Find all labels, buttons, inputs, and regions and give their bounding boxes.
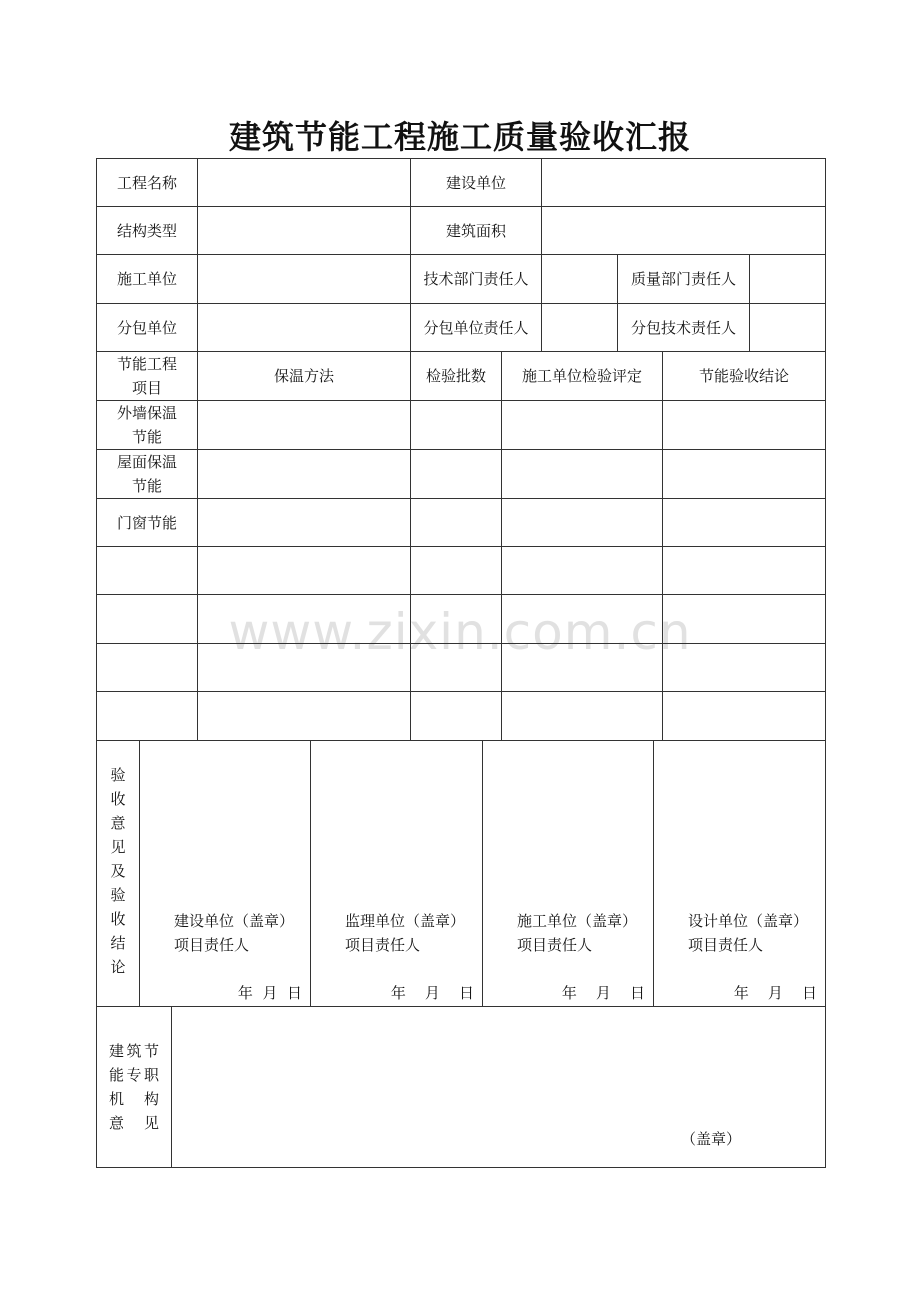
item-label-cell[interactable] — [96, 546, 198, 595]
batches-cell[interactable] — [410, 643, 502, 692]
column-header-item: 节能工程 项目 — [96, 351, 198, 401]
conclusion-cell[interactable] — [662, 594, 826, 644]
contractor-eval-cell[interactable] — [501, 691, 663, 741]
label-subcontractor-tech-head: 分包技术责任人 — [617, 303, 750, 352]
seal-label: （盖章） — [680, 1130, 741, 1148]
tech-dept-head-field[interactable] — [541, 254, 618, 304]
label-subcontractor-head: 分包单位责任人 — [410, 303, 542, 352]
project-name-field[interactable] — [197, 158, 411, 207]
label-project-name: 工程名称 — [96, 158, 198, 207]
batches-cell[interactable] — [410, 691, 502, 741]
watermark: www.zixin.com.cn — [228, 603, 692, 661]
conclusion-cell[interactable] — [662, 449, 826, 499]
label-builder: 建设单位 — [410, 158, 542, 207]
item-label: 外墙保温 节能 — [96, 400, 198, 450]
batches-cell[interactable] — [410, 546, 502, 595]
structure-type-field[interactable] — [197, 206, 411, 255]
subcontractor-head-field[interactable] — [541, 303, 618, 352]
acceptance-label: 验 收 意 见 及 验 收 结 论 — [96, 740, 140, 1007]
batches-cell[interactable] — [410, 498, 502, 547]
agency-opinion-label: 建筑节 能专职 机 构 意 见 — [96, 1006, 172, 1168]
item-label: 门窗节能 — [96, 498, 198, 547]
contractor-eval-cell[interactable] — [501, 498, 663, 547]
page-title: 建筑节能工程施工质量验收汇报 — [228, 118, 691, 156]
signer-designer[interactable]: 设计单位（盖章） 项目责任人 年 月 日 — [653, 740, 826, 1007]
agency-opinion-field[interactable] — [171, 1006, 826, 1168]
builder-field[interactable] — [541, 158, 826, 207]
method-cell[interactable] — [197, 498, 411, 547]
label-tech-dept-head: 技术部门责任人 — [410, 254, 542, 304]
method-cell[interactable] — [197, 691, 411, 741]
label-structure-type: 结构类型 — [96, 206, 198, 255]
conclusion-cell[interactable] — [662, 400, 826, 450]
method-cell[interactable] — [197, 546, 411, 595]
construction-unit-field[interactable] — [197, 254, 411, 304]
building-area-field[interactable] — [541, 206, 826, 255]
column-header-method: 保温方法 — [197, 351, 411, 401]
batches-cell[interactable] — [410, 594, 502, 644]
column-header-batches: 检验批数 — [410, 351, 502, 401]
method-cell[interactable] — [197, 643, 411, 692]
contractor-eval-cell[interactable] — [501, 400, 663, 450]
quality-dept-head-field[interactable] — [749, 254, 826, 304]
label-quality-dept-head: 质量部门责任人 — [617, 254, 750, 304]
contractor-eval-cell[interactable] — [501, 546, 663, 595]
method-cell[interactable] — [197, 400, 411, 450]
conclusion-cell[interactable] — [662, 691, 826, 741]
method-cell[interactable] — [197, 594, 411, 644]
contractor-eval-cell[interactable] — [501, 643, 663, 692]
method-cell[interactable] — [197, 449, 411, 499]
column-header-contractor-eval: 施工单位检验评定 — [501, 351, 663, 401]
item-label-cell[interactable] — [96, 643, 198, 692]
item-label-cell[interactable] — [96, 691, 198, 741]
batches-cell[interactable] — [410, 400, 502, 450]
signer-supervisor[interactable]: 监理单位（盖章） 项目责任人 年 月 日 — [310, 740, 483, 1007]
signer-contractor[interactable]: 施工单位（盖章） 项目责任人 年 月 日 — [482, 740, 654, 1007]
contractor-eval-cell[interactable] — [501, 594, 663, 644]
batches-cell[interactable] — [410, 449, 502, 499]
conclusion-cell[interactable] — [662, 643, 826, 692]
label-construction-unit: 施工单位 — [96, 254, 198, 304]
contractor-eval-cell[interactable] — [501, 449, 663, 499]
subcontractor-tech-head-field[interactable] — [749, 303, 826, 352]
conclusion-cell[interactable] — [662, 546, 826, 595]
item-label: 屋面保温 节能 — [96, 449, 198, 499]
item-label-cell[interactable] — [96, 594, 198, 644]
subcontractor-field[interactable] — [197, 303, 411, 352]
label-building-area: 建筑面积 — [410, 206, 542, 255]
signer-builder[interactable]: 建设单位（盖章） 项目责任人 年 月 日 — [139, 740, 311, 1007]
column-header-conclusion: 节能验收结论 — [662, 351, 826, 401]
conclusion-cell[interactable] — [662, 498, 826, 547]
label-subcontractor: 分包单位 — [96, 303, 198, 352]
